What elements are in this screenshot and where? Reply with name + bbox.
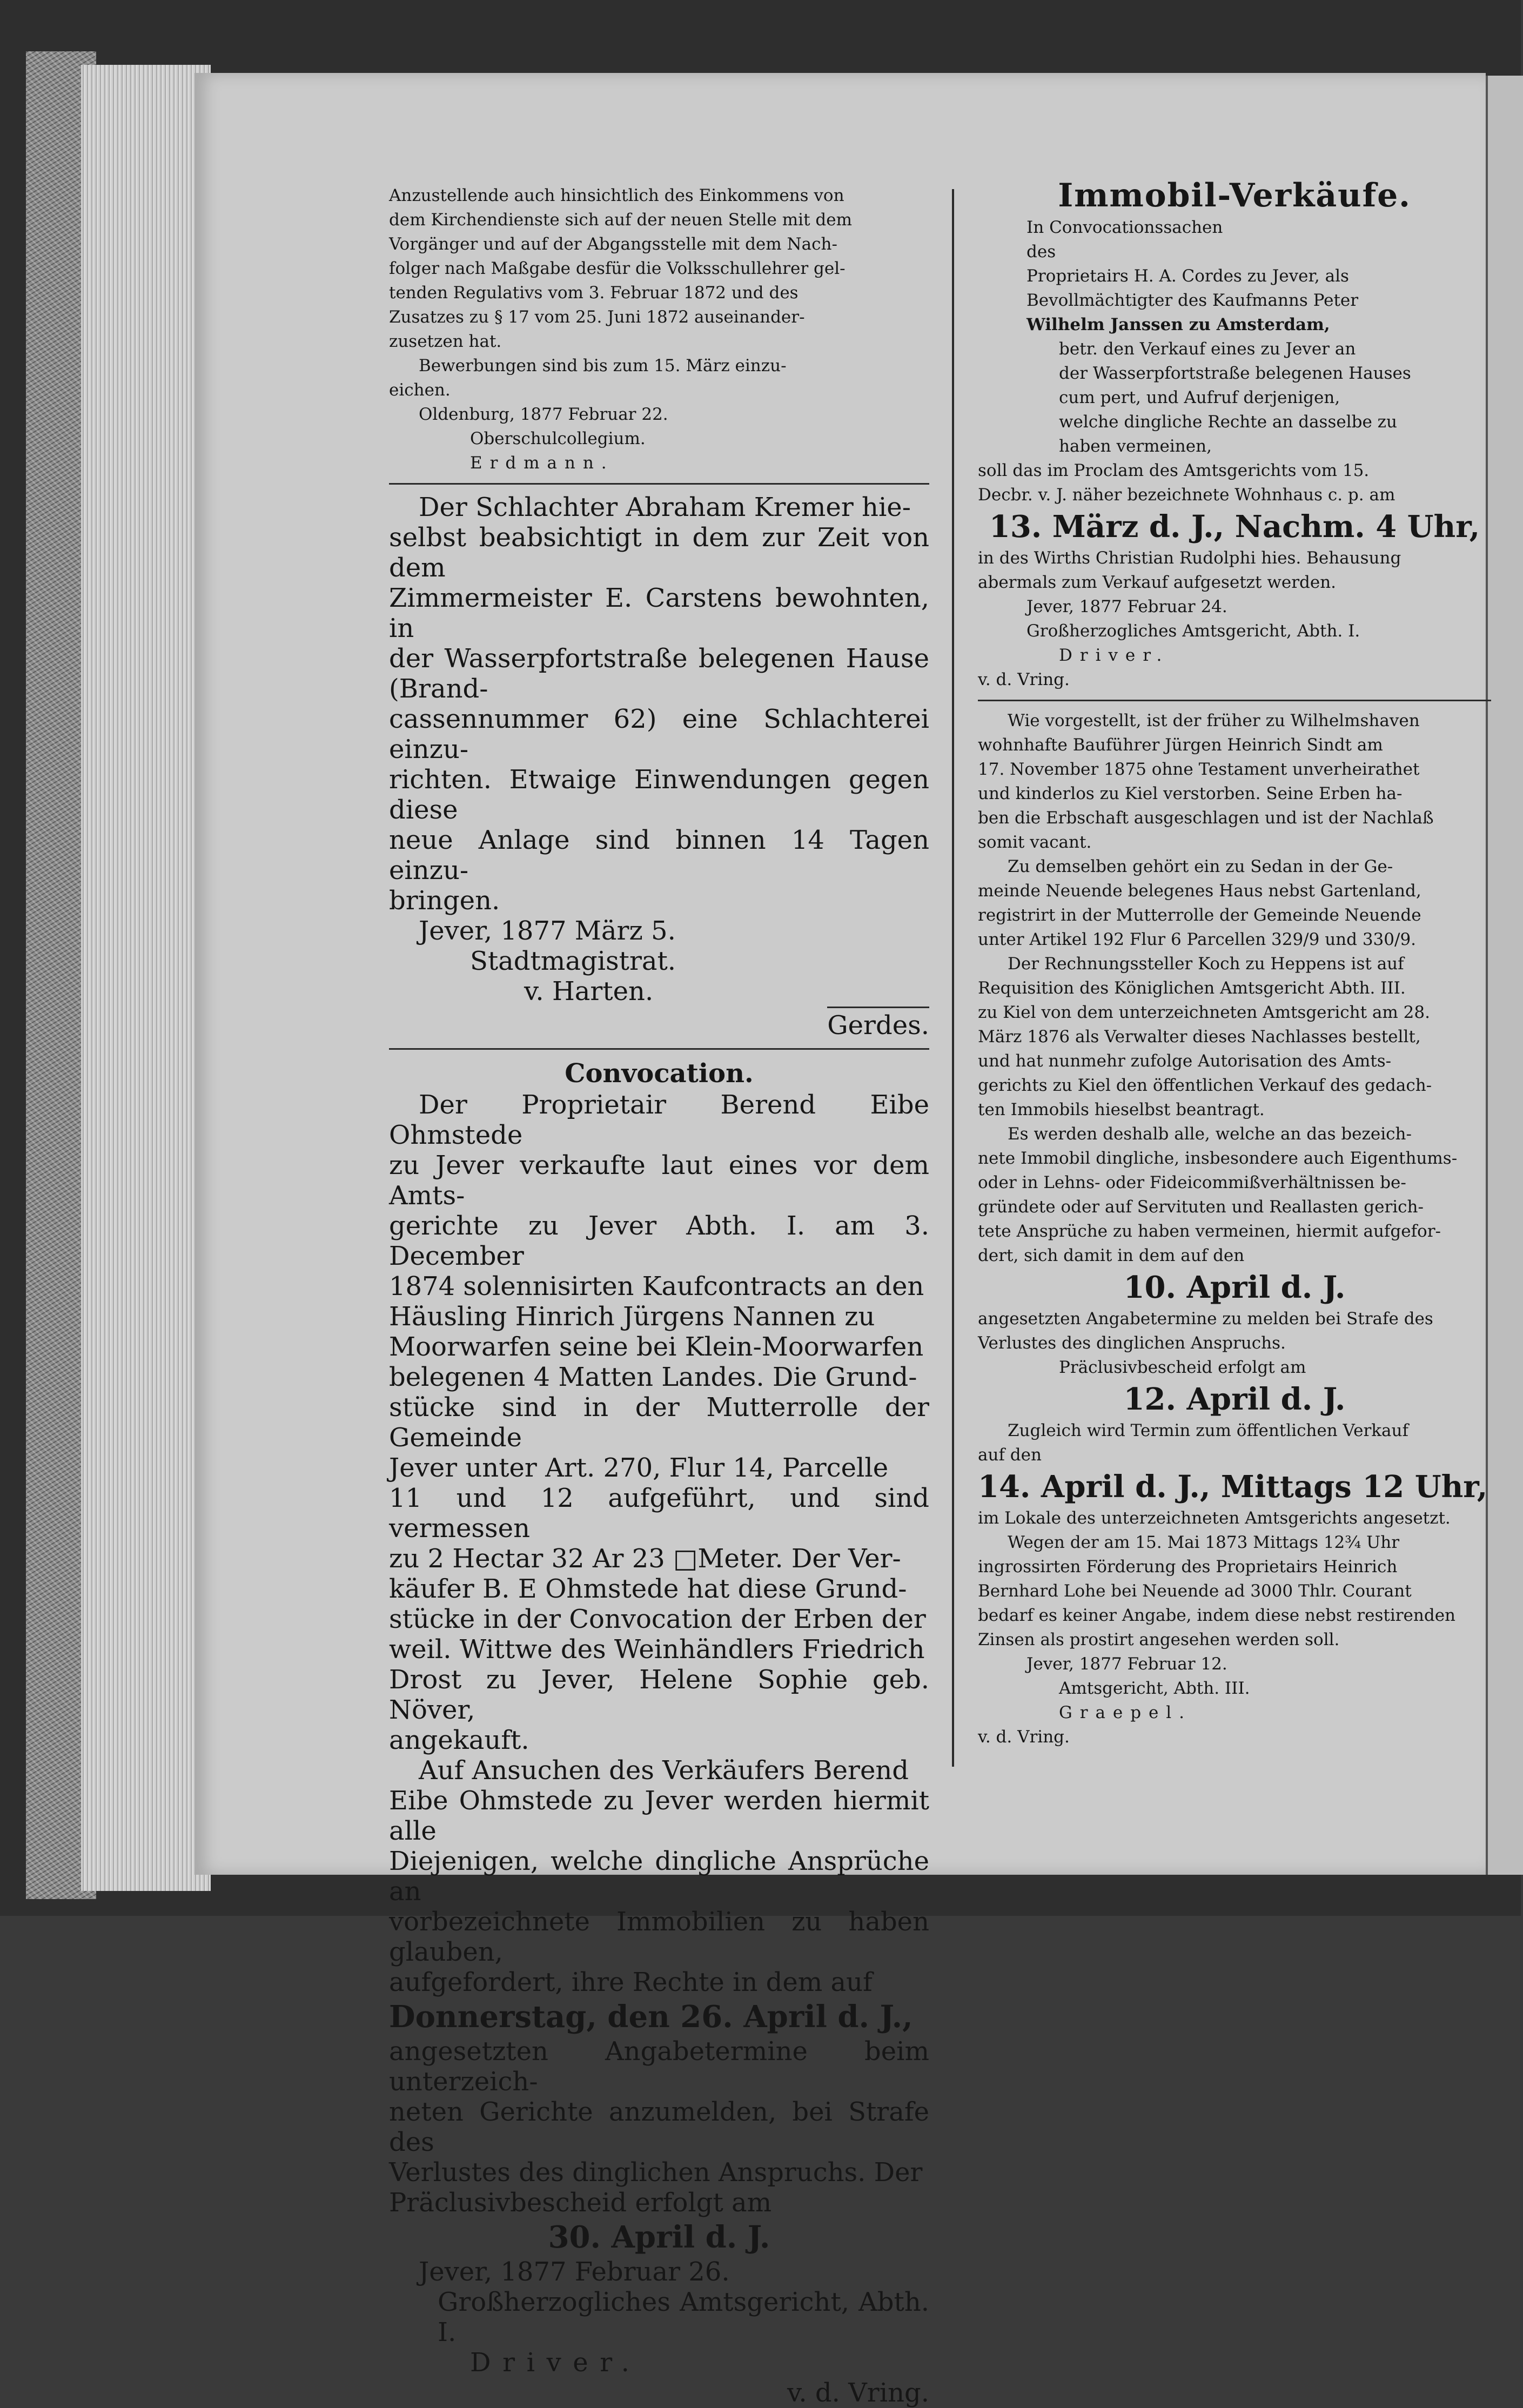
text-line: Präclusivbescheid erfolgt am	[389, 2188, 772, 2218]
text-line: des	[1026, 242, 1056, 261]
notice-divider	[389, 1048, 929, 1050]
text-line: oder in Lehns- oder Fideicommißverhältnissen be-	[978, 1173, 1406, 1192]
text-line: Zusatzes zu § 17 vom 25. Juni 1872 auseinander-	[389, 307, 805, 327]
text-line: Proprietairs H. A. Cordes zu Jever, als	[1026, 266, 1349, 286]
text-line: Requisition des Königlichen Amtsgericht Abth. III.	[978, 978, 1406, 998]
notice-slaughterhouse	[389, 492, 929, 1041]
text-line: bringen.	[389, 886, 500, 916]
text-line: Decbr. v. J. näher bezeichnete Wohnhaus c. p. am	[978, 485, 1395, 505]
text-line: Vorgänger und auf der Abgangsstelle mit dem Nach-	[389, 234, 837, 254]
text-line: Moorwarfen seine bei Klein-Moorwarfen	[389, 1332, 924, 1362]
text-line: vorbezeichnete Immobilien zu haben glauben,	[389, 1907, 929, 1967]
text-line: angekauft.	[389, 1725, 529, 1755]
text-line: welche dingliche Rechte an dasselbe zu	[1059, 412, 1397, 432]
text-line: soll das im Proclam des Amtsgerichts vom 15.	[978, 461, 1370, 480]
text-line: Der Rechnungssteller Koch zu Heppens ist auf	[1008, 954, 1404, 974]
text-line: gründete oder auf Servituten und Reallasten gerich-	[978, 1197, 1424, 1217]
text-line: Jever unter Art. 270, Flur 14, Parcelle	[389, 1453, 889, 1483]
text-line: Zimmermeister E. Carstens bewohnten, in	[389, 583, 929, 643]
text-line: 11 und 12 aufgeführt, und sind vermessen	[389, 1483, 929, 1544]
preclusion-date: 30. April d. J.	[548, 2219, 770, 2255]
claim-date: 10. April d. J.	[1123, 1270, 1346, 1305]
text-line: meinde Neuende belegenes Haus nebst Gartenland,	[978, 881, 1421, 901]
authority: Stadtmagistrat.	[470, 946, 676, 976]
text-line: folger nach Maßgabe desfür die Volksschullehrer gel-	[389, 259, 846, 278]
text-line: Wegen der am 15. Mai 1873 Mittags 12¾ Uhr	[1008, 1533, 1400, 1552]
text-line: nete Immobil dingliche, insbesondere auch Eigenthums-	[978, 1149, 1458, 1168]
text-line: Häusling Hinrich Jürgens Nannen zu	[389, 1302, 875, 1332]
text-line: zu Jever verkaufte laut eines vor dem Amts-	[389, 1150, 929, 1211]
text-line: cassennummer 62) eine Schlachterei einzu-	[389, 704, 929, 764]
text-line: zu 2 Hectar 32 Ar 23 □Meter. Der Ver-	[389, 1544, 901, 1574]
signature: Erdmann.	[470, 453, 614, 473]
text-line: Zinsen als prostirt angesehen werden soll.	[978, 1630, 1340, 1649]
sale-date: 13. März d. J., Nachm. 4 Uhr,	[989, 509, 1480, 545]
text-line: Drost zu Jever, Helene Sophie geb. Növer,	[389, 1665, 929, 1725]
text-line: tenden Regulativs vom 3. Februar 1872 und des	[389, 283, 799, 303]
text-line: In Convocationssachen	[1026, 218, 1223, 237]
text-line: Der Schlachter Abraham Kremer hie-	[419, 492, 911, 522]
text-line: ingrossirten Förderung des Proprietairs Heinrich	[978, 1557, 1398, 1577]
text-line: bedarf es keiner Angabe, indem diese nebst restirenden	[978, 1606, 1456, 1625]
text-line: wohnhafte Bauführer Jürgen Heinrich Sindt am	[978, 735, 1383, 755]
text-line: März 1876 als Verwalter dieses Nachlasses bestellt,	[978, 1027, 1421, 1047]
text-line: zu Kiel von dem unterzeichneten Amtsgericht am 28.	[978, 1003, 1430, 1022]
clerk-name: Gerdes.	[827, 1007, 929, 1041]
text-line: der Wasserpfortstraße belegenen Hauses	[1059, 364, 1411, 383]
text-line: Anzustellende auch hinsichtlich des Einkommens von	[389, 186, 844, 205]
text-line: Verlustes des dinglichen Anspruchs.	[978, 1333, 1286, 1353]
place-date: Jever, 1877 Februar 12.	[1026, 1654, 1227, 1674]
text-line: Auf Ansuchen des Verkäufers Berend	[419, 1755, 909, 1786]
text-line: gerichts zu Kiel den öffentlichen Verkauf des gedach-	[978, 1076, 1432, 1095]
notice-house-sale	[978, 216, 1491, 692]
text-line: ten Immobils hieselbst beantragt.	[978, 1100, 1265, 1119]
text-line: angesetzten Angabetermine zu melden bei Strafe des	[978, 1309, 1433, 1329]
text-line: richten. Etwaige Einwendungen gegen diese	[389, 764, 929, 825]
authority: Oberschulcollegium.	[470, 429, 646, 448]
text-line: Zugleich wird Termin zum öffentlichen Verkauf	[1008, 1421, 1408, 1440]
clerk: v. d. Vring.	[978, 1727, 1070, 1747]
text-line: cum pert, und Aufruf derjenigen,	[1059, 388, 1340, 407]
notice-divider	[389, 483, 929, 485]
text-line: haben vermeinen,	[1059, 437, 1212, 456]
text-line: registrirt in der Mutterrolle der Gemeinde Neuende	[978, 905, 1421, 925]
text-line: Bernhard Lohe bei Neuende ad 3000 Thlr. Courant	[978, 1581, 1412, 1601]
text-line: Präclusivbescheid erfolgt am	[1059, 1358, 1306, 1377]
place-date: Oldenburg, 1877 Februar 22.	[419, 405, 668, 424]
text-line: Verlustes des dinglichen Anspruchs. Der	[389, 2157, 923, 2188]
clerk	[389, 1007, 929, 1041]
text-line: zusetzen hat.	[389, 332, 502, 351]
text-line: stücke in der Convocation der Erben der	[389, 1604, 926, 1634]
text-line: dert, sich damit in dem auf den	[978, 1246, 1245, 1265]
text-line: und hat nunmehr zufolge Autorisation des Amts-	[978, 1051, 1392, 1071]
notice-teacher-position	[389, 184, 929, 475]
text-line: betr. den Verkauf eines zu Jever an	[1059, 339, 1356, 359]
text-line: der Wasserpfortstraße belegenen Hause (Brand-	[389, 643, 929, 704]
column-divider	[952, 189, 954, 1767]
preclusion-date: 12. April d. J.	[1123, 1381, 1346, 1417]
text-line: 1874 solennisirten Kaufcontracts an den	[389, 1271, 924, 1302]
text-line: auf den	[978, 1445, 1042, 1465]
notice-estate-sale	[978, 709, 1491, 1749]
signature: v. Harten.	[524, 976, 654, 1007]
text-line: angesetzten Angabetermine beim unterzeich-	[389, 2036, 929, 2097]
signature: Driver.	[470, 2347, 641, 2378]
section-heading: Immobil-Verkäufe.	[1058, 177, 1411, 214]
place-date: Jever, 1877 Februar 26.	[419, 2257, 730, 2287]
left-column	[389, 184, 929, 2408]
text-line: käufer B. E Ohmstede hat diese Grund-	[389, 1574, 907, 1604]
text-line: gerichte zu Jever Abth. I. am 3. December	[389, 1211, 929, 1271]
authority: Großherzogliches Amtsgericht, Abth. I.	[438, 2287, 929, 2347]
authority: Großherzogliches Amtsgericht, Abth. I.	[1026, 621, 1360, 641]
facing-page-edge	[1486, 76, 1523, 1875]
signature: Graepel.	[1059, 1703, 1192, 1722]
text-line: Wilhelm Janssen zu Amsterdam,	[1026, 315, 1330, 334]
page-edges	[81, 65, 211, 1891]
text-line: Wie vorgestellt, ist der früher zu Wilhelmshaven	[1008, 711, 1420, 730]
place-date: Jever, 1877 Februar 24.	[1026, 597, 1227, 616]
text-line: Eibe Ohmstede zu Jever werden hiermit alle	[389, 1786, 929, 1846]
text-line: neue Anlage sind binnen 14 Tagen einzu-	[389, 825, 929, 886]
hearing-date: Donnerstag, den 26. April d. J.,	[389, 1999, 913, 2035]
text-line: im Lokale des unterzeichneten Amtsgerichts angesetzt.	[978, 1508, 1451, 1528]
text-line: und kinderlos zu Kiel verstorben. Seine Erben ha-	[978, 784, 1403, 803]
clerk: v. d. Vring.	[978, 670, 1070, 689]
text-line: selbst beabsichtigt in dem zur Zeit von dem	[389, 522, 929, 583]
text-line: Bevollmächtigter des Kaufmanns Peter	[1026, 291, 1359, 310]
clerk: v. d. Vring.	[787, 2378, 929, 2408]
text-line: Es werden deshalb alle, welche an das bezeich-	[1008, 1124, 1412, 1144]
notice-heading: Convocation.	[565, 1058, 754, 1089]
text-line: belegenen 4 Matten Landes. Die Grund-	[389, 1362, 917, 1392]
text-line: somit vacant.	[978, 833, 1092, 852]
text-line: Zu demselben gehört ein zu Sedan in der Ge-	[1008, 857, 1393, 876]
notice-divider	[978, 700, 1491, 701]
text-line: tete Ansprüche zu haben vermeinen, hiermit aufgefor-	[978, 1222, 1441, 1241]
auction-date: 14. April d. J., Mittags 12 Uhr,	[978, 1469, 1488, 1505]
notice-convocation	[389, 1057, 929, 2408]
text-line: unter Artikel 192 Flur 6 Parcellen 329/9 und 330/9.	[978, 930, 1417, 949]
place-date: Jever, 1877 März 5.	[419, 916, 676, 946]
text-line: stücke sind in der Mutterrolle der Gemeinde	[389, 1392, 929, 1453]
deadline-line: Bewerbungen sind bis zum 15. März einzu-	[419, 356, 787, 375]
text-line: Diejenigen, welche dingliche Ansprüche an	[389, 1846, 929, 1907]
text-line: aufgefordert, ihre Rechte in dem auf	[389, 1967, 873, 1997]
text-line: 17. November 1875 ohne Testament unverheirathet	[978, 760, 1420, 779]
text-line: weil. Wittwe des Weinhändlers Friedrich	[389, 1634, 925, 1665]
text-line: dem Kirchendienste sich auf der neuen Stelle mit dem	[389, 210, 852, 230]
text-line: abermals zum Verkauf aufgesetzt werden.	[978, 573, 1337, 592]
signature: Driver.	[1059, 646, 1170, 665]
right-column	[978, 176, 1491, 1769]
text-line: neten Gerichte anzumelden, bei Strafe des	[389, 2097, 929, 2157]
authority: Amtsgericht, Abth. III.	[1059, 1679, 1250, 1698]
deadline-line: eichen.	[389, 380, 451, 400]
text-line: Der Proprietair Berend Eibe Ohmstede	[389, 1090, 929, 1150]
text-line: ben die Erbschaft ausgeschlagen und ist der Nachlaß	[978, 808, 1434, 828]
text-line: in des Wirths Christian Rudolphi hies. Behausung	[978, 548, 1401, 568]
